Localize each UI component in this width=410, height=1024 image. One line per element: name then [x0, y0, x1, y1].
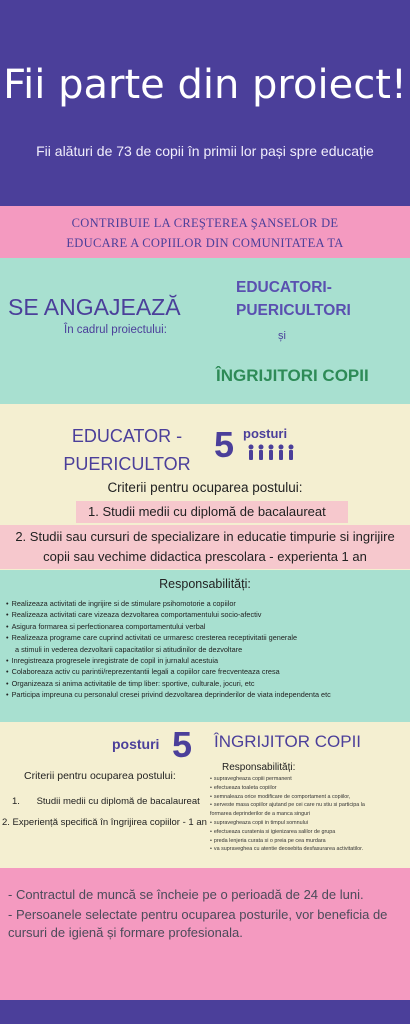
- educator-criterion-2-line-1: 2. Studii sau cursuri de specializare in educatie timpurie si ingrijire: [15, 529, 395, 544]
- bottom-bar: [0, 1000, 410, 1024]
- responsibilities-list: [6, 598, 406, 701]
- responsibilities-heading: Responsabilități:: [159, 577, 251, 591]
- conjunction-text: și: [278, 330, 286, 342]
- list-item: • supravegheaza copiii permanent: [210, 775, 408, 784]
- caregiver-criterion-1: [12, 796, 200, 807]
- caregiver-responsibilities-heading: Responsabilități:: [222, 762, 296, 773]
- list-item: • semnaleaza orice modificare de comportament a copiilor,: [210, 793, 408, 802]
- list-item: formarea deprinderilor de a manca singuri: [210, 811, 311, 818]
- list-item: • serveste masa copiilor ajutand pe cei care nu stiu si participa la: [210, 801, 408, 810]
- role-caregivers: ÎNGRIJITORI COPII: [216, 366, 369, 385]
- list-item: • Participa impreuna cu personalul cresei privind dezvoltarea deprinderilor de viata independenta etc: [6, 689, 406, 700]
- caregiver-criteria-heading: Criterii pentru ocuparea postului:: [24, 770, 176, 782]
- role-educators: [236, 276, 351, 322]
- educator-title-line-2: PUERICULTOR: [63, 454, 191, 474]
- caregiver-posts-label: posturi: [112, 736, 160, 752]
- caregiver-criterion-2: 2. Experiență specifică în îngrijirea copiilor - 1 an: [2, 817, 207, 828]
- educator-criterion-2-line-2: copii sau vechime didactica prescolara - experienta 1 an: [43, 549, 367, 564]
- footer-section: [0, 868, 410, 1000]
- benefits-note: - Persoanele selectate pentru ocuparea posturile, vor beneficia de cursuri de igienă și formare profesionala.: [8, 907, 388, 940]
- educator-criterion-1: 1. Studii medii cu diplomă de bacalaureat: [76, 501, 348, 523]
- engage-subheading: În cadrul proiectului:: [64, 324, 167, 336]
- educator-criterion-2: [0, 525, 410, 569]
- list-item: • va supraveghea cu atentie deosebita desfasurarea activitatilor.: [210, 845, 408, 854]
- list-item: a stimuli in vederea dezvoltarii capacitatilor si atitudinilor de dezvoltare: [15, 644, 243, 654]
- list-item: • Organizeaza si anima activitatile de timp liber: sportive, culturale, jocuri, etc: [6, 678, 406, 689]
- educator-title-line-1: EDUCATOR -: [71, 426, 183, 446]
- page-title: Fii parte din proiect!: [3, 62, 407, 108]
- engage-section: [0, 258, 410, 404]
- educator-section: [0, 404, 410, 570]
- list-item: • Inregistreaza progresele inregistrate de copil in jurnalul acestuia: [6, 655, 406, 666]
- engage-heading: SE ANGAJEAZĂ: [8, 294, 181, 320]
- educator-post-count: 5: [214, 424, 235, 465]
- role-educators-line-2: PUERICULTORI: [236, 302, 351, 319]
- role-educators-line-1: EDUCATORI-: [236, 279, 332, 296]
- caregiver-section: [0, 722, 410, 868]
- list-item: • preda lenjeria curata si o preia pe cea murdara: [210, 837, 408, 846]
- list-item: • Realizeaza activitati care vizeaza dezvoltarea comportamentului socio-afectiv: [6, 609, 406, 620]
- hero-section: [0, 0, 410, 206]
- list-item: • Colaboreaza activ cu parintii/reprezentantii legali a copiilor care frecventeaza cresa: [6, 666, 406, 677]
- list-item: • Asigura formarea si perfectionarea comportamentului verbal: [6, 621, 406, 632]
- list-item: • Realizeaza activitati de ingrijire si de stimulare psihomotorie a copiilor: [6, 598, 406, 609]
- caregiver-post-count: 5: [172, 724, 193, 765]
- banner-line-1: CONTRIBUIE LA CREŞTEREA ŞANSELOR DE: [71, 216, 339, 230]
- caregiver-criterion-1-text: Studii medii cu diplomă de bacalaureat: [36, 796, 200, 807]
- caregiver-title: ÎNGRIJITOR COPII: [214, 732, 362, 751]
- list-item: • supravegheaza copii in timpul somnului: [210, 819, 408, 828]
- list-item: • efectueaza toaleta copiilor: [210, 784, 408, 793]
- hero-subtitle: Fii alături de 73 de copii în primii lor pași spre educație: [36, 143, 374, 159]
- caregiver-responsibilities-list: [210, 775, 408, 854]
- banner-line-2: EDUCARE A COPIILOR DIN COMUNITATEA TA: [66, 236, 344, 250]
- educator-title: [62, 422, 192, 478]
- people-icon: [247, 444, 299, 460]
- list-item: • efectueaza curatenia si igienizarea salilor de grupa: [210, 828, 408, 837]
- educator-posts-label: posturi: [243, 426, 288, 441]
- list-item: • Realizeaza programe care cuprind activitati ce urmaresc cresterea receptivitatii generale: [6, 632, 406, 643]
- contract-note: - Contractul de muncă se încheie pe o perioadă de 24 de luni.: [8, 887, 364, 902]
- educator-criteria-heading: Criterii pentru ocuparea postului:: [107, 480, 303, 495]
- caregiver-criterion-1-number: 1.: [12, 796, 20, 807]
- banner-section: [0, 206, 410, 258]
- educator-responsibilities-section: [0, 570, 410, 722]
